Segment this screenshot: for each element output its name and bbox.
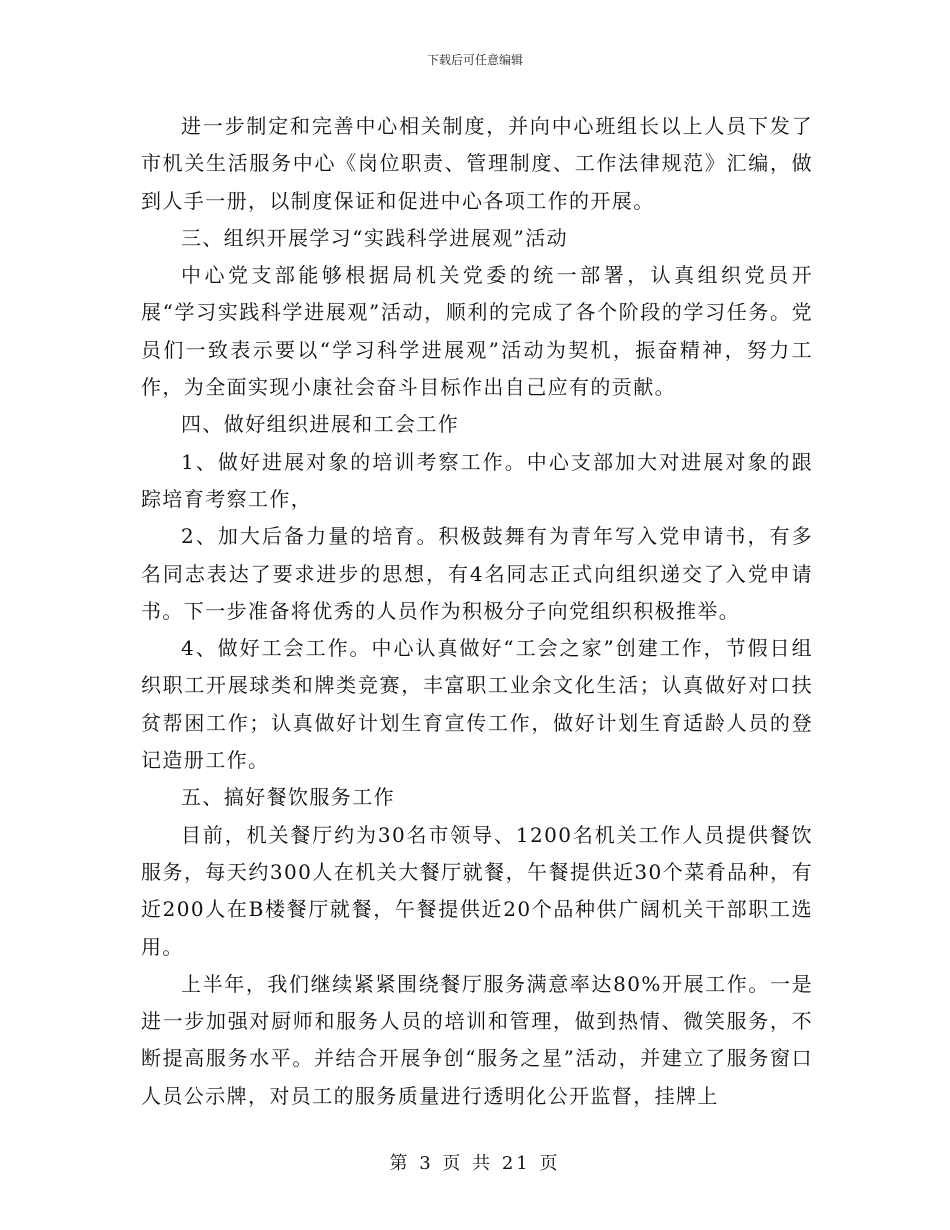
paragraph: 1、做好进展对象的培训考察工作。中心支部加大对进展对象的跟踪培育考察工作， (141, 449, 813, 511)
page-number-footer: 第 3 页 共 21 页 (389, 1153, 561, 1174)
paragraph: 4、做好工会工作。中心认真做好“工会之家”创建工作，节假日组织职工开展球类和牌类竞赛，丰富职工业余文化生活；认真做好对口扶贫帮困工作；认真做好计划生育宣传工作，做好计划生育适龄人员的登记造册工作。 (141, 636, 813, 773)
paragraph: 中心党支部能够根据局机关党委的统一部署，认真组织党员开展“学习实践科学进展观”活动，顺利的完成了各个阶段的学习任务。党员们一致表示要以“学习科学进展观”活动为契机，振奋精神，努力工作，为全面实现小康社会奋斗目标作出自己应有的贡献。 (141, 263, 813, 400)
paragraph: 2、加大后备力量的培育。积极鼓舞有为青年写入党申请书，有多名同志表达了要求进步的思想，有4名同志正式向组织递交了入党申请书。下一步准备将优秀的人员作为积极分子向党组织积极推举。 (141, 524, 813, 623)
page-header: 下载后可任意编辑 (426, 53, 523, 67)
paragraph: 目前，机关餐厅约为30名市领导、1200名机关工作人员提供餐饮服务，每天约300人在机关大餐厅就餐，午餐提供近30个菜肴品种，有近200人在B楼餐厅就餐，午餐提供近20个品种供广阔机关干部职工选用。 (141, 822, 813, 959)
paragraph: 上半年，我们继续紧紧围绕餐厅服务满意率达80%开展工作。一是进一步加强对厨师和服务人员的培训和管理，做到热情、微笑服务，不断提高服务水平。并结合开展争创“服务之星”活动，并建立了服务窗口人员公示牌，对员工的服务质量进行透明化公开监督，挂牌上 (141, 971, 813, 1108)
section-heading: 三、组织开展学习“实践科学进展观”活动 (181, 225, 569, 250)
document-body (141, 108, 813, 1115)
section-heading: 五、搞好餐饮服务工作 (181, 785, 395, 810)
paragraph: 进一步制定和完善中心相关制度，并向中心班组长以上人员下发了市机关生活服务中心《岗位职责、管理制度、工作法律规范》汇编，做到人手一册，以制度保证和促进中心各项工作的开展。 (141, 114, 813, 213)
section-heading: 四、做好组织进展和工会工作 (181, 412, 460, 437)
